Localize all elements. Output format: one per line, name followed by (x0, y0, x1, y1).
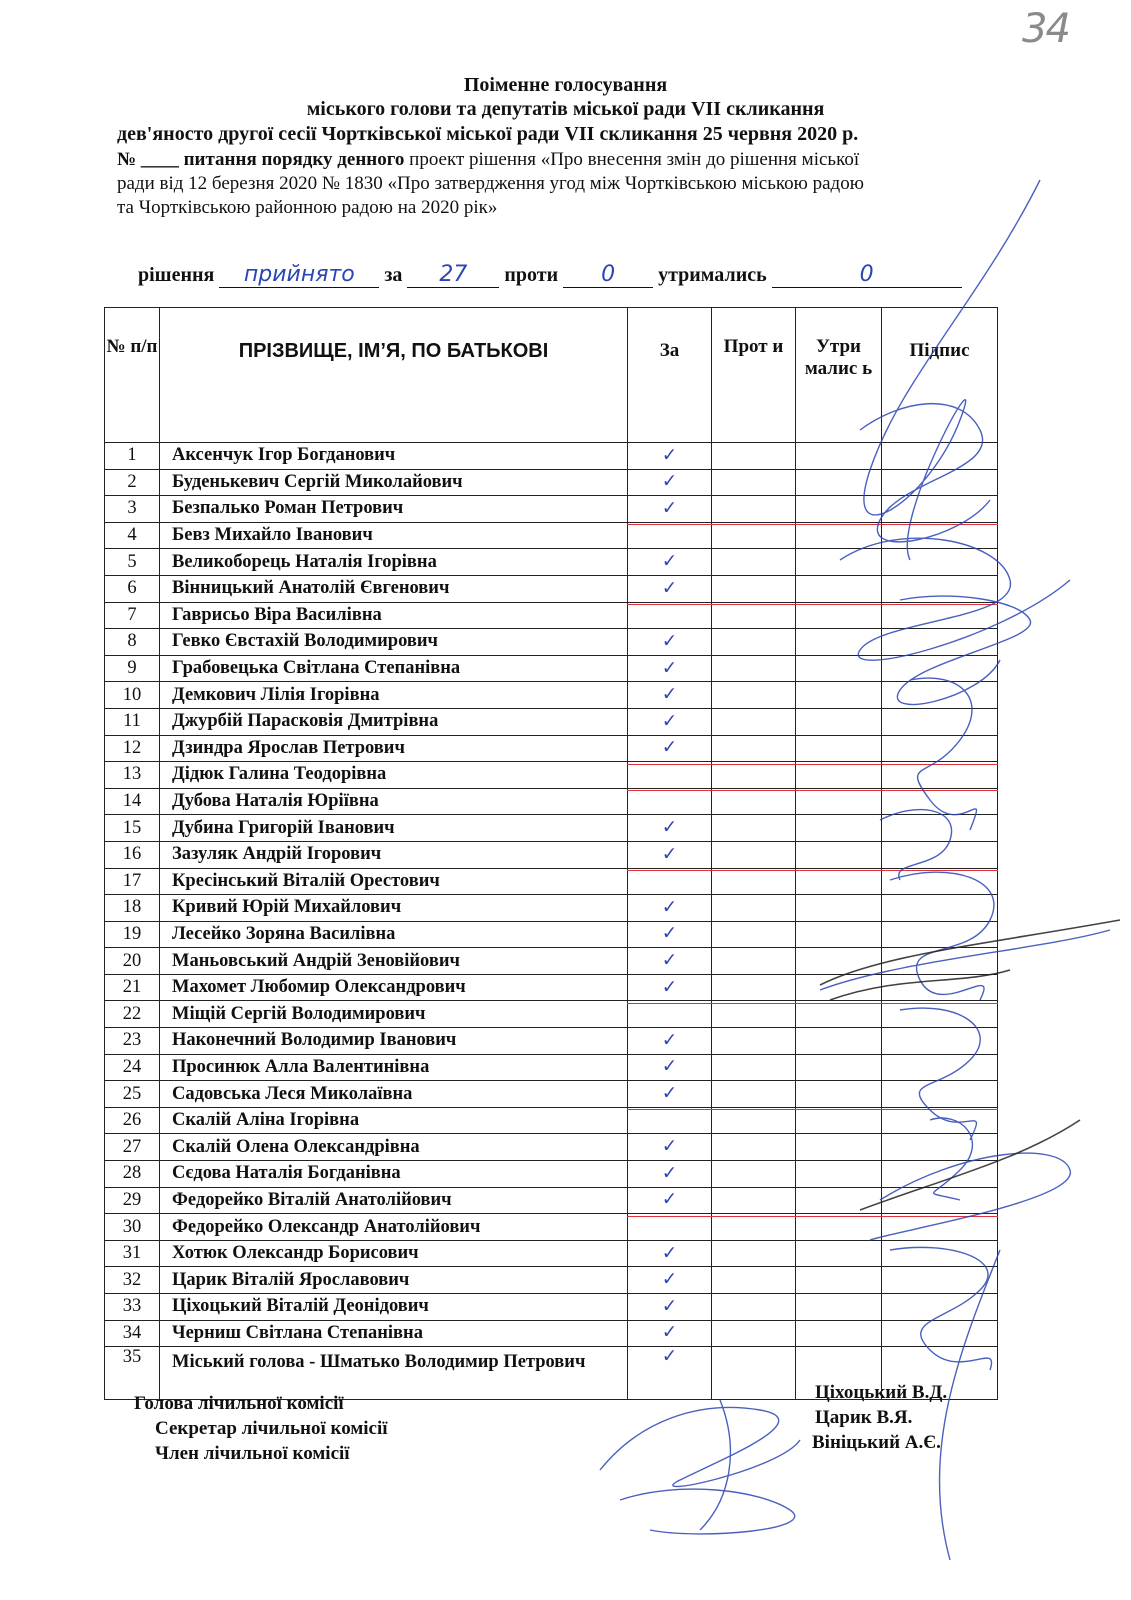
row-abstained (796, 629, 882, 656)
row-name: Безпалько Роман Петрович (160, 496, 628, 523)
row-number: 3 (105, 496, 160, 523)
row-number: 9 (105, 655, 160, 682)
row-name: Гаврисьо Віра Василівна (160, 602, 628, 629)
row-for-mark: ✓ (628, 655, 712, 682)
row-name: Дзиндра Ярослав Петрович (160, 735, 628, 762)
row-abstained (796, 1240, 882, 1267)
table-row (105, 974, 998, 1001)
against-value: 0 (601, 262, 616, 287)
row-signature (882, 1214, 998, 1241)
table-row (105, 1054, 998, 1081)
document-subtitle: міського голови та депутатів міської ради VII скликання (306, 98, 825, 120)
row-name: Царик Віталій Ярославович (160, 1267, 628, 1294)
row-for-mark: ✓ (628, 735, 712, 762)
row-number: 12 (105, 735, 160, 762)
row-name: Аксенчук Ігор Богданович (160, 443, 628, 470)
table-row (105, 1240, 998, 1267)
table-row (105, 788, 998, 815)
row-signature (882, 1054, 998, 1081)
row-number: 26 (105, 1107, 160, 1134)
abstained-value: 0 (859, 262, 874, 287)
for-label: за (384, 264, 403, 286)
row-for-mark: ✓ (628, 1054, 712, 1081)
row-abstained (796, 1001, 882, 1028)
row-signature (882, 921, 998, 948)
abstained-field (772, 262, 962, 288)
row-number: 27 (105, 1134, 160, 1161)
row-abstained (796, 788, 882, 815)
vote-table (104, 307, 998, 1400)
row-abstained (796, 469, 882, 496)
row-name: Махомет Любомир Олександрович (160, 974, 628, 1001)
row-signature (882, 815, 998, 842)
row-number: 29 (105, 1187, 160, 1214)
for-value: 27 (439, 262, 468, 287)
chair-label: Голова лічильної комісії (134, 1393, 344, 1414)
row-number: 33 (105, 1294, 160, 1321)
row-abstained (796, 762, 882, 789)
row-name: Грабовецька Світлана Степанівна (160, 655, 628, 682)
row-for-mark: ✓ (628, 1320, 712, 1347)
row-signature (882, 549, 998, 576)
table-row (105, 549, 998, 576)
table-row (105, 1028, 998, 1055)
row-for-mark: ✓ (628, 682, 712, 709)
row-abstained (796, 1161, 882, 1188)
row-number: 28 (105, 1161, 160, 1188)
table-row (105, 708, 998, 735)
row-number: 30 (105, 1214, 160, 1241)
row-abstained (796, 735, 882, 762)
secretary-label: Секретар лічильної комісії (155, 1418, 388, 1439)
row-signature (882, 868, 998, 895)
strike-line (627, 1003, 998, 1004)
row-abstained (796, 1214, 882, 1241)
row-against (712, 496, 796, 523)
row-for-mark: ✓ (628, 895, 712, 922)
row-for-mark: ✓ (628, 708, 712, 735)
row-name: Федорейко Віталій Анатолійович (160, 1187, 628, 1214)
row-name: Дубина Григорій Іванович (160, 815, 628, 842)
row-signature (882, 1267, 998, 1294)
row-against (712, 708, 796, 735)
row-abstained (796, 549, 882, 576)
row-for-mark (628, 788, 712, 815)
row-name: Сєдова Наталія Богданівна (160, 1161, 628, 1188)
row-for-mark: ✓ (628, 841, 712, 868)
table-row (105, 602, 998, 629)
secretary-name: Царик В.Я. (815, 1407, 913, 1428)
table-row (105, 735, 998, 762)
row-abstained (796, 682, 882, 709)
row-against (712, 1054, 796, 1081)
row-signature (882, 655, 998, 682)
row-name: Федорейко Олександр Анатолійович (160, 1214, 628, 1241)
row-abstained (796, 602, 882, 629)
row-number: 32 (105, 1267, 160, 1294)
row-name: Маньовський Андрій Зеновійович (160, 948, 628, 975)
row-number: 31 (105, 1240, 160, 1267)
for-field (407, 262, 499, 288)
row-for-mark: ✓ (628, 1134, 712, 1161)
decision-field (219, 262, 379, 288)
row-signature (882, 682, 998, 709)
row-abstained (796, 575, 882, 602)
row-for-mark: ✓ (628, 549, 712, 576)
row-against (712, 1294, 796, 1321)
row-for-mark: ✓ (628, 1028, 712, 1055)
row-name: Великоборець Наталія Ігорівна (160, 549, 628, 576)
row-abstained (796, 1187, 882, 1214)
row-number: 25 (105, 1081, 160, 1108)
row-name: Скалій Олена Олександрівна (160, 1134, 628, 1161)
row-signature (882, 974, 998, 1001)
row-against (712, 1267, 796, 1294)
col-number-header: № п/п (105, 308, 160, 443)
decision-label: рішення (138, 264, 215, 286)
table-row (105, 815, 998, 842)
table-row (105, 762, 998, 789)
vote-result (138, 262, 962, 288)
row-abstained (796, 655, 882, 682)
agenda-line-2: ради від 12 березня 2020 № 1830 «Про затвердження угод між Чортківською міською радою (117, 173, 864, 194)
row-for-mark: ✓ (628, 469, 712, 496)
row-against (712, 655, 796, 682)
row-against (712, 921, 796, 948)
row-name: Лесейко Зоряна Василівна (160, 921, 628, 948)
page-number: 34 (1022, 6, 1069, 52)
row-signature (882, 1081, 998, 1108)
row-signature (882, 762, 998, 789)
row-against (712, 895, 796, 922)
table-row (105, 522, 998, 549)
row-name: Джурбій Парасковія Дмитрівна (160, 708, 628, 735)
strike-line (627, 1109, 998, 1110)
row-name: Вінницький Анатолій Євгенович (160, 575, 628, 602)
table-row (105, 1320, 998, 1347)
row-against (712, 602, 796, 629)
row-for-mark (628, 1001, 712, 1028)
row-for-mark: ✓ (628, 948, 712, 975)
row-signature (882, 841, 998, 868)
table-row (105, 895, 998, 922)
row-against (712, 1001, 796, 1028)
row-abstained (796, 948, 882, 975)
row-number: 4 (105, 522, 160, 549)
row-number: 23 (105, 1028, 160, 1055)
row-name: Дідюк Галина Теодорівна (160, 762, 628, 789)
row-number: 20 (105, 948, 160, 975)
row-against (712, 1240, 796, 1267)
row-signature (882, 1187, 998, 1214)
table-row (105, 1187, 998, 1214)
row-abstained (796, 1267, 882, 1294)
row-abstained (796, 443, 882, 470)
row-number: 5 (105, 549, 160, 576)
row-number: 22 (105, 1001, 160, 1028)
row-signature (882, 788, 998, 815)
table-row (105, 1267, 998, 1294)
row-abstained (796, 1081, 882, 1108)
row-abstained (796, 868, 882, 895)
row-against (712, 1081, 796, 1108)
row-signature (882, 1294, 998, 1321)
row-abstained (796, 1294, 882, 1321)
row-name: Міський голова - Шматько Володимир Петрович (160, 1347, 628, 1400)
row-against (712, 1107, 796, 1134)
table-row (105, 1107, 998, 1134)
row-abstained (796, 1054, 882, 1081)
row-number: 10 (105, 682, 160, 709)
abstained-label: утримались (658, 264, 767, 286)
row-number: 16 (105, 841, 160, 868)
row-name: Бевз Михайло Іванович (160, 522, 628, 549)
table-row (105, 1134, 998, 1161)
row-against (712, 1214, 796, 1241)
row-against (712, 629, 796, 656)
table-header-row (105, 308, 998, 443)
table-row (105, 841, 998, 868)
row-number: 15 (105, 815, 160, 842)
row-for-mark: ✓ (628, 1294, 712, 1321)
row-against (712, 522, 796, 549)
row-name: Просинюк Алла Валентинівна (160, 1054, 628, 1081)
row-name: Кривий Юрій Михайлович (160, 895, 628, 922)
row-for-mark: ✓ (628, 815, 712, 842)
row-for-mark: ✓ (628, 974, 712, 1001)
strike-line (627, 524, 998, 525)
strike-line (627, 870, 998, 871)
row-for-mark (628, 522, 712, 549)
row-abstained (796, 815, 882, 842)
row-name: Зазуляк Андрій Ігорович (160, 841, 628, 868)
row-signature (882, 1028, 998, 1055)
row-signature (882, 602, 998, 629)
row-signature (882, 948, 998, 975)
member-label: Член лічильної комісії (155, 1443, 350, 1464)
row-signature (882, 735, 998, 762)
row-name: Наконечний Володимир Іванович (160, 1028, 628, 1055)
row-signature (882, 575, 998, 602)
row-number: 19 (105, 921, 160, 948)
row-abstained (796, 974, 882, 1001)
table-row (105, 655, 998, 682)
row-for-mark (628, 1107, 712, 1134)
row-signature (882, 1134, 998, 1161)
table-row (105, 496, 998, 523)
row-number: 34 (105, 1320, 160, 1347)
row-signature (882, 629, 998, 656)
col-name-header: ПРІЗВИЩЕ, ІМ’Я, ПО БАТЬКОВІ (160, 308, 628, 443)
row-number: 17 (105, 868, 160, 895)
row-signature (882, 895, 998, 922)
row-name: Гевко Євстахій Володимирович (160, 629, 628, 656)
row-name: Черниш Світлана Степанівна (160, 1320, 628, 1347)
session-line: дев'яносто другої сесії Чортківської міської ради VII скликання 25 червня 2020 р. (117, 123, 859, 145)
row-number: 1 (105, 443, 160, 470)
row-against (712, 549, 796, 576)
member-name: Вініцький А.Є. (812, 1432, 941, 1453)
table-row (105, 921, 998, 948)
row-name: Кресінський Віталій Орестович (160, 868, 628, 895)
row-against (712, 1320, 796, 1347)
row-for-mark: ✓ (628, 1161, 712, 1188)
row-for-mark: ✓ (628, 1347, 712, 1400)
row-signature (882, 522, 998, 549)
strike-line (627, 604, 998, 605)
row-number: 13 (105, 762, 160, 789)
row-against (712, 443, 796, 470)
row-against (712, 948, 796, 975)
row-against (712, 1187, 796, 1214)
strike-line (627, 764, 998, 765)
table-row (105, 682, 998, 709)
row-against (712, 788, 796, 815)
against-field (563, 262, 653, 288)
row-number: 14 (105, 788, 160, 815)
strike-line (627, 790, 998, 791)
agenda-number-label: № ____ питання порядку денного (117, 149, 405, 170)
row-abstained (796, 1320, 882, 1347)
row-for-mark: ✓ (628, 1267, 712, 1294)
row-against (712, 841, 796, 868)
row-number: 8 (105, 629, 160, 656)
row-for-mark (628, 602, 712, 629)
row-name: Демкович Лілія Ігорівна (160, 682, 628, 709)
table-row (105, 1294, 998, 1321)
row-against (712, 815, 796, 842)
agenda-line-3: та Чортківською районною радою на 2020 рік» (117, 197, 498, 218)
table-row (105, 1081, 998, 1108)
row-name: Міщій Сергій Володимирович (160, 1001, 628, 1028)
row-name: Скалій Аліна Ігорівна (160, 1107, 628, 1134)
row-signature (882, 1001, 998, 1028)
row-against (712, 682, 796, 709)
chair-name: Ціхоцький В.Д. (815, 1382, 948, 1403)
row-against (712, 1134, 796, 1161)
row-for-mark: ✓ (628, 1240, 712, 1267)
table-row (105, 443, 998, 470)
row-against (712, 868, 796, 895)
row-abstained (796, 895, 882, 922)
row-for-mark: ✓ (628, 496, 712, 523)
row-signature (882, 1320, 998, 1347)
row-for-mark: ✓ (628, 575, 712, 602)
row-for-mark: ✓ (628, 1187, 712, 1214)
row-signature (882, 1161, 998, 1188)
row-against (712, 1161, 796, 1188)
row-name: Дубова Наталія Юріївна (160, 788, 628, 815)
table-row (105, 1161, 998, 1188)
agenda-line-1 (117, 149, 859, 171)
against-label: проти (504, 264, 559, 286)
table-row (105, 469, 998, 496)
row-number: 21 (105, 974, 160, 1001)
col-for-header: За (628, 308, 712, 443)
agenda-draft-text: проект рішення «Про внесення змін до рішення міської (409, 149, 860, 170)
row-signature (882, 443, 998, 470)
table-row (105, 1001, 998, 1028)
row-abstained (796, 921, 882, 948)
row-signature (882, 1107, 998, 1134)
row-against (712, 762, 796, 789)
col-signature-header: Підпис (882, 308, 998, 443)
col-abstained-header: Утри малис ь (796, 308, 882, 443)
row-number: 2 (105, 469, 160, 496)
row-number: 6 (105, 575, 160, 602)
row-abstained (796, 522, 882, 549)
row-for-mark: ✓ (628, 443, 712, 470)
row-abstained (796, 1028, 882, 1055)
row-number: 11 (105, 708, 160, 735)
row-abstained (796, 496, 882, 523)
row-abstained (796, 1134, 882, 1161)
row-signature (882, 708, 998, 735)
document-title: Поіменне голосування (463, 74, 668, 96)
row-number: 35 (105, 1347, 160, 1400)
table-row (105, 948, 998, 975)
table-row (105, 575, 998, 602)
row-against (712, 974, 796, 1001)
row-against (712, 1347, 796, 1400)
row-for-mark (628, 868, 712, 895)
row-for-mark (628, 1214, 712, 1241)
row-name: Хотюк Олександр Борисович (160, 1240, 628, 1267)
row-number: 18 (105, 895, 160, 922)
row-for-mark: ✓ (628, 629, 712, 656)
row-abstained (796, 841, 882, 868)
row-against (712, 1028, 796, 1055)
decision-value: прийнято (243, 262, 355, 287)
row-signature (882, 496, 998, 523)
strike-line (627, 1216, 998, 1217)
row-against (712, 469, 796, 496)
row-number: 24 (105, 1054, 160, 1081)
row-for-mark: ✓ (628, 921, 712, 948)
row-against (712, 735, 796, 762)
row-name: Ціхоцький Віталій Деонідович (160, 1294, 628, 1321)
row-signature (882, 469, 998, 496)
row-abstained (796, 1107, 882, 1134)
row-signature (882, 1240, 998, 1267)
row-abstained (796, 708, 882, 735)
table-row (105, 629, 998, 656)
col-against-header: Прот и (712, 308, 796, 443)
row-number: 7 (105, 602, 160, 629)
row-name: Буденькевич Сергій Миколайович (160, 469, 628, 496)
row-for-mark (628, 762, 712, 789)
row-for-mark: ✓ (628, 1081, 712, 1108)
table-row (105, 1214, 998, 1241)
row-name: Садовська Леся Миколаївна (160, 1081, 628, 1108)
table-row (105, 868, 998, 895)
row-against (712, 575, 796, 602)
